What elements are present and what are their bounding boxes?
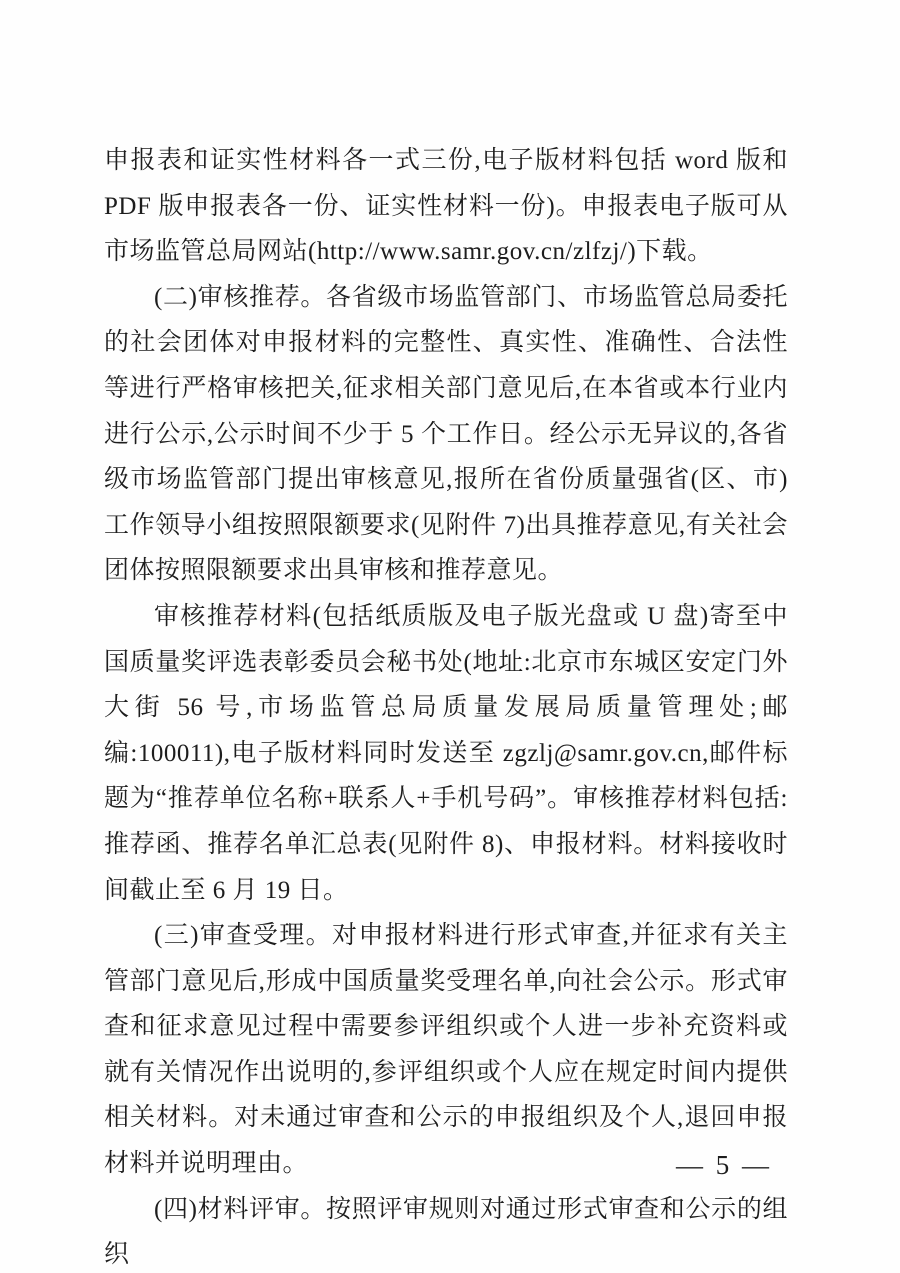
- paragraph: 审核推荐材料(包括纸质版及电子版光盘或 U 盘)寄至中国质量奖评选表彰委员会秘书处(地址:北京市东城区安定门外大街 56 号,市场监管总局质量发展局质量管理处;邮编:100011),电子版材料同时发送至 zgzlj@samr.gov.cn,邮件标题为“推荐单位名称+联系人+手机号码”。审核推荐材料包括:推荐函、推荐名单汇总表(见附件 8)、申报材料。材料接收时间截止至 6 月 19 日。: [104, 602, 788, 904]
- paragraph: (二)审核推荐。各省级市场监管部门、市场监管总局委托的社会团体对申报材料的完整性、真实性、准确性、合法性等进行严格审核把关,征求相关部门意见后,在本省或本行业内进行公示,公示时间不少于 5 个工作日。经公示无异议的,各省级市场监管部门提出审核意见,报所在省份质量强省(区、市)工作领导小组按照限额要求(见附件 7)出具推荐意见,有关社会团体按照限额要求出具审核和推荐意见。: [104, 283, 788, 585]
- page-number: — 5 —: [676, 1150, 772, 1180]
- paragraph: 申报表和证实性材料各一式三份,电子版材料包括 word 版和 PDF 版申报表各一份、证实性材料一份)。申报表电子版可从市场监管总局网站(http://www.samr.gov.cn/zlfzj/)下载。: [104, 147, 788, 266]
- paragraph: (三)审查受理。对申报材料进行形式审查,并征求有关主管部门意见后,形成中国质量奖受理名单,向社会公示。形式审查和征求意见过程中需要参评组织或个人进一步补充资料或就有关情况作出说明的,参评组织或个人应在规定时间内提供相关材料。对未通过审查和公示的申报组织及个人,退回申报材料并说明理由。: [104, 922, 788, 1178]
- document-body: [104, 138, 788, 1273]
- paragraph: (四)材料评审。按照评审规则对通过形式审查和公示的组织: [104, 1195, 788, 1269]
